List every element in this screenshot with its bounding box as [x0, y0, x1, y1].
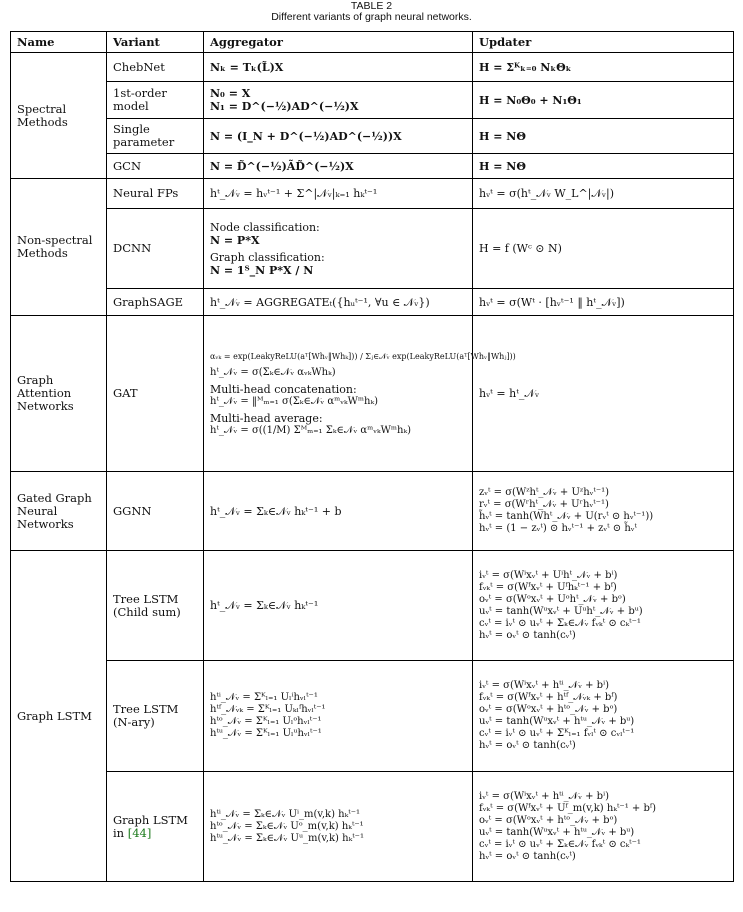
updater-cell	[473, 551, 734, 661]
aggregator-cell	[204, 289, 473, 316]
gat-avg-label: Multi-head average:	[210, 411, 323, 425]
updater-cell	[473, 209, 734, 289]
gat-concat-label: Multi-head concatenation:	[210, 382, 357, 396]
equation-line: oᵥᵗ = σ(Wᵒxᵥᵗ + hᵗᵒ_𝒩ᵥ + bᵒ)	[479, 704, 618, 715]
header-aggregator: Aggregator	[204, 32, 473, 53]
table-row	[11, 154, 734, 179]
equation-line: H = Σᴷₖ₌₀ NₖΘₖ	[479, 60, 572, 74]
group-lstm: Graph LSTM	[11, 551, 107, 882]
equation-line: cᵥᵗ = iᵥᵗ ⊙ uᵥᵗ + Σₖ∈𝒩ᵥ fᵥₖᵗ ⊙ cₖᵗ⁻¹	[479, 617, 641, 629]
variant-cell	[107, 772, 204, 882]
equation-line: hᵥᵗ = hᵗ_𝒩ᵥ	[479, 387, 540, 400]
variant-cell: GraphSAGE	[107, 289, 204, 316]
equation-line: N = D̃^(−½)ÃD̃^(−½)X	[210, 159, 354, 173]
table-row	[11, 661, 734, 772]
table-row	[11, 772, 734, 882]
equation-line: uᵥᵗ = tanh(Wᵘxᵥᵗ + hᵗᵘ_𝒩ᵥ + bᵘ)	[479, 716, 635, 727]
table-row	[11, 119, 734, 154]
updater-cell	[473, 53, 734, 82]
variant-cell: ChebNet	[107, 53, 204, 82]
aggregator-cell	[204, 551, 473, 661]
equation-line: fᵥₖᵗ = σ(Wᶠxᵥᵗ + Uᶠhₖᵗ⁻¹ + bᶠ)	[479, 581, 617, 593]
citation-link[interactable]: [44]	[127, 825, 152, 840]
dcnn-graph-eq: N = 1ᵀ_N P*X / N	[210, 263, 314, 277]
gat-alpha-eq: αᵥₖ = exp(LeakyReLU(aᵀ[Whᵥ‖Whₖ])) / Σⱼ∈𝒩ᵥ exp(LeakyReLU(aᵀ[Whᵥ‖Whⱼ]))	[210, 351, 516, 361]
table-row	[11, 472, 734, 551]
header-name: Name	[11, 32, 107, 53]
aggregator-cell	[204, 82, 473, 119]
equation-line: hᵥᵗ = oᵥᵗ ⊙ tanh(cᵥᵗ)	[479, 740, 576, 751]
aggregator-cell	[204, 119, 473, 154]
equation-line: hᵗᵘ_𝒩ᵥ = Σᴷₗ₌₁ Uₗᵘhᵥₗᵗ⁻¹	[210, 728, 322, 739]
equation-line: H = N₀Θ₀ + N₁Θ₁	[479, 93, 582, 107]
equation-line: hᵗᵘ_𝒩ᵥ = Σₖ∈𝒩ᵥ Uᵘ_m(v,k) hₖᵗ⁻¹	[210, 832, 364, 844]
equation-line: H = NΘ	[479, 159, 526, 173]
equation-line: uᵥᵗ = tanh(Wᵘxᵥᵗ + Uᵘhᵗ_𝒩ᵥ + bᵘ)	[479, 605, 643, 617]
equation-line: iᵥᵗ = σ(Wⁱxᵥᵗ + Uⁱhᵗ_𝒩ᵥ + bⁱ)	[479, 569, 618, 581]
dcnn-node-label: Node classification:	[210, 220, 320, 234]
table-row	[11, 53, 734, 82]
aggregator-cell	[204, 154, 473, 179]
updater-cell	[473, 316, 734, 472]
group-attention: Graph Attention Networks	[11, 316, 107, 472]
updater-cell	[473, 179, 734, 209]
aggregator-cell	[204, 179, 473, 209]
table-label: TABLE 2	[350, 0, 393, 12]
variant-label: Graph LSTM in	[113, 812, 188, 840]
equation-line: H = NΘ	[479, 129, 526, 143]
equation-line: N₁ = D^(−½)AD^(−½)X	[210, 100, 359, 113]
header-variant: Variant	[107, 32, 204, 53]
table-row	[11, 551, 734, 661]
equation-line: zᵥᵗ = σ(Wᶻhᵗ_𝒩ᵥ + Uᶻhᵥᵗ⁻¹)	[479, 487, 610, 498]
variant-cell: Single parameter	[107, 119, 204, 154]
equation-line: N = (I_N + D^(−½)AD^(−½))X	[210, 129, 402, 143]
variant-cell: Neural FPs	[107, 179, 204, 209]
equation-line: h̃ᵥᵗ = tanh(Whᵗ_𝒩ᵥ + U(rᵥᵗ ⊙ hᵥᵗ⁻¹))	[479, 511, 654, 522]
variant-cell: GGNN	[107, 472, 204, 551]
aggregator-cell	[204, 661, 473, 772]
header-row	[11, 32, 734, 53]
updater-cell	[473, 472, 734, 551]
equation-line: hᵥᵗ = oᵥᵗ ⊙ tanh(cᵥᵗ)	[479, 629, 576, 641]
variant-cell: 1st-order model	[107, 82, 204, 119]
table-row	[11, 289, 734, 316]
dcnn-node-eq: N = P*X	[210, 233, 260, 247]
equation-line: hᵥᵗ = σ(hᵗ_𝒩ᵥ W_L^|𝒩ᵥ|)	[479, 187, 615, 200]
table-row	[11, 179, 734, 209]
equation-line: Nₖ = Tₖ(L̃)X	[210, 60, 284, 74]
equation-line: hᵥᵗ = (1 − zᵥᵗ) ⊙ hᵥᵗ⁻¹ + zᵥᵗ ⊙ h̃ᵥᵗ	[479, 523, 637, 534]
aggregator-cell	[204, 53, 473, 82]
variant-cell: GAT	[107, 316, 204, 472]
equation-line: oᵥᵗ = σ(Wᵒxᵥᵗ + Uᵒhᵗ_𝒩ᵥ + bᵒ)	[479, 593, 626, 605]
equation-line: hᵗᶠ_𝒩ᵥₖ = Σᴷₗ₌₁ Uₖₗᶠhᵥₗᵗ⁻¹	[210, 704, 326, 715]
gnn-variants-table	[10, 31, 734, 882]
table-title: Different variants of graph neural networks.	[271, 11, 472, 23]
equation-line: iᵥᵗ = σ(Wⁱxᵥᵗ + hᵗⁱ_𝒩ᵥ + bⁱ)	[479, 680, 609, 691]
aggregator-cell	[204, 209, 473, 289]
variant-cell: Tree LSTM (N-ary)	[107, 661, 204, 772]
equation-line: hᵗ_𝒩ᵥ = hᵥᵗ⁻¹ + Σ^|𝒩ᵥ|ₖ₌₁ hₖᵗ⁻¹	[210, 187, 378, 200]
updater-cell	[473, 661, 734, 772]
variant-cell: DCNN	[107, 209, 204, 289]
equation-line: iᵥᵗ = σ(Wⁱxᵥᵗ + hᵗⁱ_𝒩ᵥ + bⁱ)	[479, 790, 609, 802]
equation-line: hᵗⁱ_𝒩ᵥ = Σᴷₗ₌₁ Uₗⁱhᵥₗᵗ⁻¹	[210, 692, 318, 703]
gat-avg-eq: hᵗ_𝒩ᵥ = σ((1/M) Σᴹₘ₌₁ Σₖ∈𝒩ᵥ αᵐᵥₖWᵐhₖ)	[210, 424, 412, 436]
group-gated: Gated Graph Neural Networks	[11, 472, 107, 551]
updater-cell	[473, 772, 734, 882]
aggregator-cell	[204, 772, 473, 882]
dcnn-graph-label: Graph classification:	[210, 250, 325, 264]
variant-cell: Tree LSTM (Child sum)	[107, 551, 204, 661]
equation-line: uᵥᵗ = tanh(Wᵘxᵥᵗ + hᵗᵘ_𝒩ᵥ + bᵘ)	[479, 826, 635, 838]
equation-line: hᵗⁱ_𝒩ᵥ = Σₖ∈𝒩ᵥ Uⁱ_m(v,k) hₖᵗ⁻¹	[210, 808, 361, 820]
equation-line: cᵥᵗ = iᵥᵗ ⊙ uᵥᵗ + Σᴷₗ₌₁ fᵥₗᵗ ⊙ cᵥₗᵗ⁻¹	[479, 728, 635, 739]
equation-line: hᵗ_𝒩ᵥ = Σₖ∈𝒩ᵥ hₖᵗ⁻¹	[210, 599, 319, 612]
equation-line: hᵥᵗ = oᵥᵗ ⊙ tanh(cᵥᵗ)	[479, 850, 576, 862]
table-row	[11, 316, 734, 472]
equation-line: rᵥᵗ = σ(Wʳhᵗ_𝒩ᵥ + Uʳhᵥᵗ⁻¹)	[479, 499, 609, 510]
equation-line: hᵗ_𝒩ᵥ = AGGREGATEₜ({hᵤᵗ⁻¹, ∀u ∈ 𝒩ᵥ})	[210, 295, 430, 309]
variant-cell: GCN	[107, 154, 204, 179]
equation-line: cᵥᵗ = iᵥᵗ ⊙ uᵥᵗ + Σₖ∈𝒩ᵥ fᵥₖᵗ ⊙ cₖᵗ⁻¹	[479, 838, 641, 850]
header-updater: Updater	[473, 32, 734, 53]
gat-concat-eq: hᵗ_𝒩ᵥ = ‖ᴹₘ₌₁ σ(Σₖ∈𝒩ᵥ αᵐᵥₖWᵐhₖ)	[210, 395, 378, 407]
equation-line: oᵥᵗ = σ(Wᵒxᵥᵗ + hᵗᵒ_𝒩ᵥ + bᵒ)	[479, 814, 618, 826]
equation-line: hᵗ_𝒩ᵥ = Σₖ∈𝒩ᵥ hₖᵗ⁻¹ + b	[210, 504, 342, 518]
equation-line: N₀ = X	[210, 87, 251, 100]
table-row	[11, 209, 734, 289]
equation-line: hᵗᵒ_𝒩ᵥ = Σₖ∈𝒩ᵥ Uᵒ_m(v,k) hₖᵗ⁻¹	[210, 820, 364, 832]
updater-cell	[473, 119, 734, 154]
table-row	[11, 82, 734, 119]
group-spectral: Spectral Methods	[11, 53, 107, 179]
equation-line: hᵥᵗ = σ(Wᵗ · [hᵥᵗ⁻¹ ‖ hᵗ_𝒩ᵥ])	[479, 295, 625, 309]
equation-line: H = f (Wᶜ ⊙ N)	[479, 242, 562, 255]
gat-h-eq: hᵗ_𝒩ᵥ = σ(Σₖ∈𝒩ᵥ αᵥₖWhₖ)	[210, 366, 336, 378]
updater-cell	[473, 82, 734, 119]
equation-line: hᵗᵒ_𝒩ᵥ = Σᴷₗ₌₁ Uₗᵒhᵥₗᵗ⁻¹	[210, 716, 322, 727]
updater-cell	[473, 154, 734, 179]
group-nonspectral: Non-spectral Methods	[11, 179, 107, 316]
updater-cell	[473, 289, 734, 316]
equation-line: fᵥₖᵗ = σ(Wᶠxᵥᵗ + hᵗᶠ_𝒩ᵥₖ + bᶠ)	[479, 692, 618, 703]
equation-line: fᵥₖᵗ = σ(Wᶠxᵥᵗ + Uᶠ_m(v,k) hₖᵗ⁻¹ + bᶠ)	[479, 802, 656, 814]
aggregator-cell	[204, 472, 473, 551]
